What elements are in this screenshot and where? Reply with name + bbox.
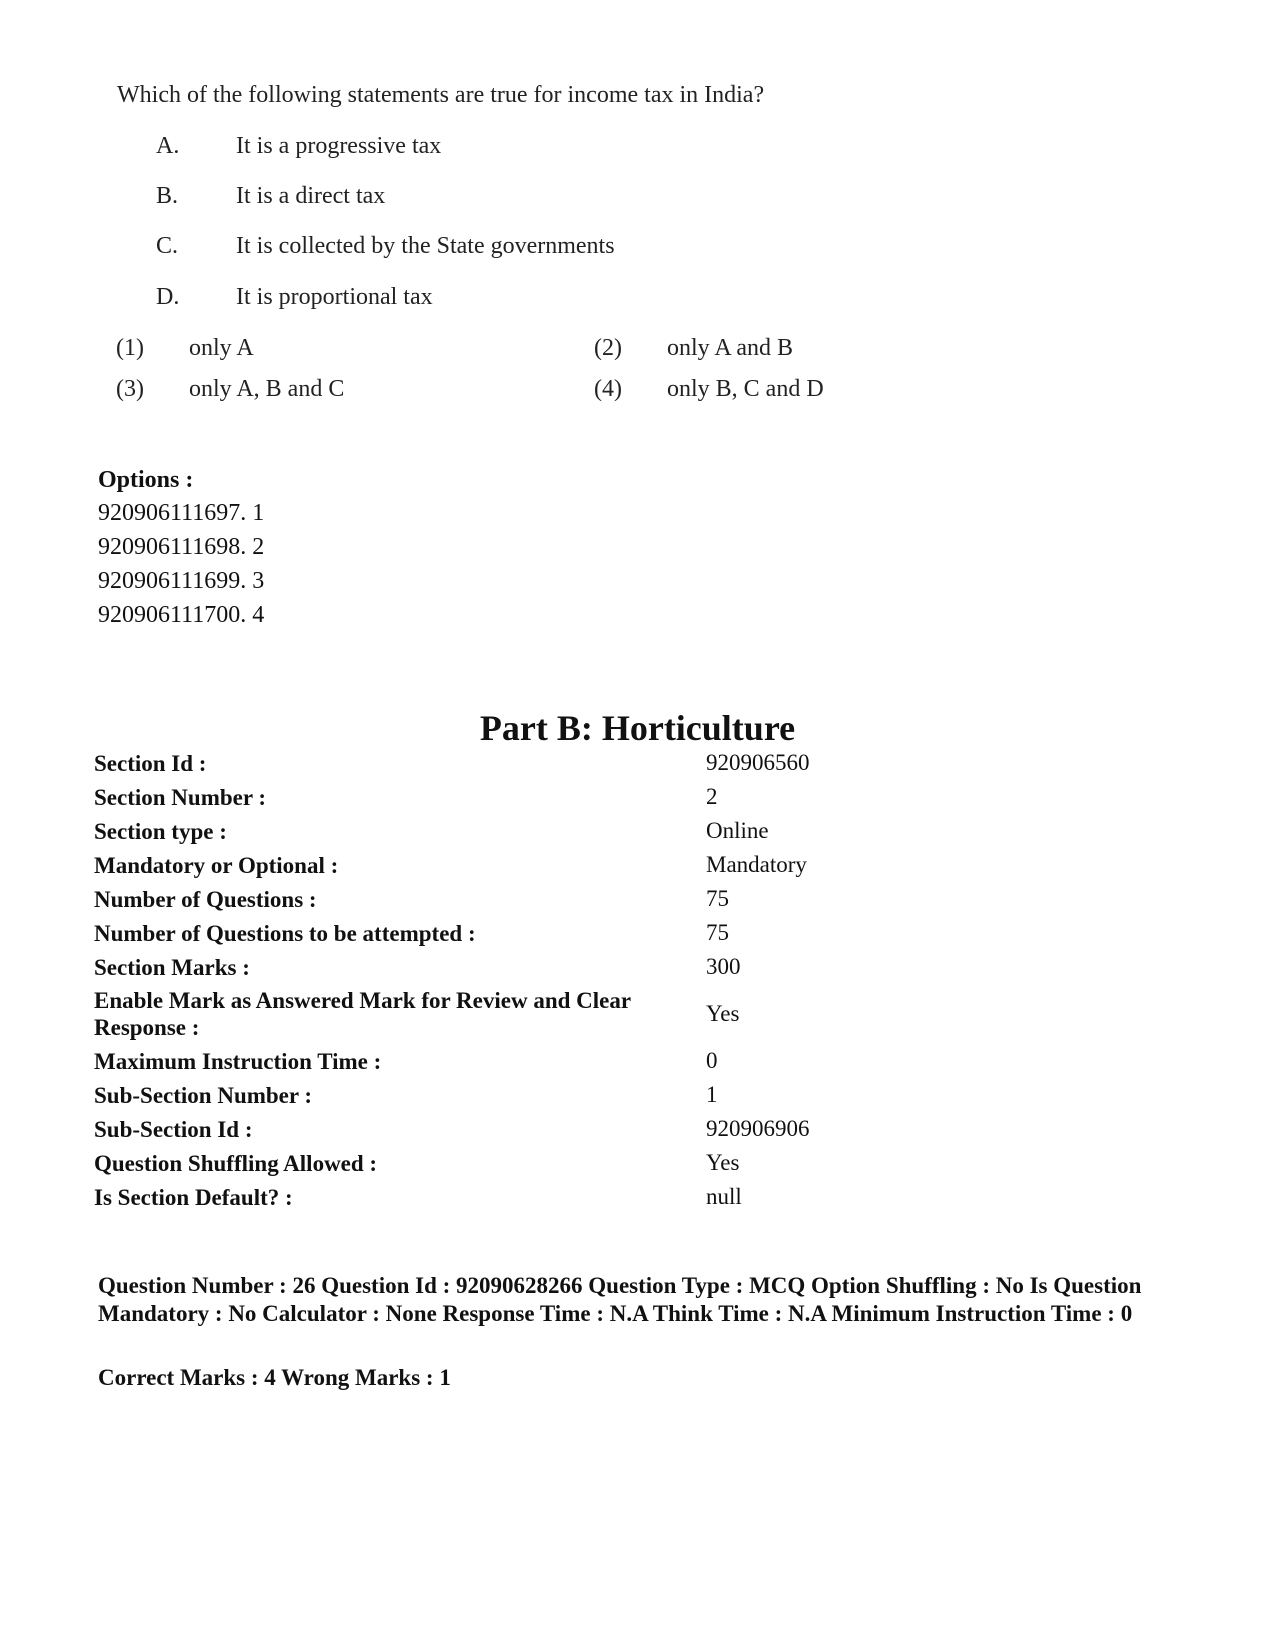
choice-number: (1)	[116, 335, 144, 361]
statement-label: C.	[156, 233, 179, 259]
option-item: 920906111697. 1	[98, 500, 265, 526]
question-stem: Which of the following statements are true for income tax in India?	[117, 82, 765, 108]
choice-text: only A, B and C	[189, 376, 345, 402]
choice-text: only A	[189, 335, 254, 361]
meta-key: Number of Questions :	[94, 887, 317, 912]
meta-value: 0	[706, 1048, 718, 1073]
meta-value: null	[706, 1184, 742, 1209]
meta-key: Mandatory or Optional :	[94, 853, 339, 878]
meta-key: Section type :	[94, 819, 227, 844]
choice-number: (3)	[116, 376, 144, 402]
meta-value: Yes	[706, 1150, 740, 1175]
meta-key: Sub-Section Number :	[94, 1083, 313, 1108]
question-info: Question Number : 26 Question Id : 92090628266 Question Type : MCQ Option Shuffling : No Is Question Mandatory : No Calculator : None Response Time : N.A Think Time : N.A Minimum Instruction Time : 0	[98, 1273, 1142, 1326]
meta-key: Sub-Section Id :	[94, 1117, 253, 1142]
meta-key: Maximum Instruction Time :	[94, 1049, 382, 1074]
meta-key: Section Id :	[94, 751, 207, 776]
statement-text: It is collected by the State governments	[236, 233, 615, 259]
statement-text: It is a progressive tax	[236, 133, 442, 159]
option-item: 920906111699. 3	[98, 568, 265, 594]
meta-value: 920906906	[706, 1116, 810, 1141]
choice-number: (4)	[594, 376, 622, 402]
choice-text: only A and B	[667, 335, 794, 361]
meta-key: Section Number :	[94, 785, 267, 810]
meta-value: Online	[706, 818, 769, 843]
meta-key: Question Shuffling Allowed :	[94, 1151, 378, 1176]
part-title: Part B: Horticulture	[479, 708, 796, 748]
meta-key: Number of Questions to be attempted :	[94, 921, 476, 946]
meta-key: Is Section Default? :	[94, 1185, 293, 1210]
meta-value: 75	[706, 920, 729, 945]
meta-value: 75	[706, 886, 729, 911]
option-item: 920906111698. 2	[98, 534, 265, 560]
statement-label: B.	[156, 183, 179, 209]
meta-value: 300	[706, 954, 741, 979]
statement-text: It is a direct tax	[236, 183, 386, 209]
meta-value: 920906560	[706, 750, 810, 775]
meta-value: 1	[706, 1082, 718, 1107]
meta-value: 2	[706, 784, 718, 809]
meta-key: Section Marks :	[94, 955, 250, 980]
statement-label: A.	[156, 133, 180, 159]
meta-value: Yes	[706, 1001, 740, 1026]
option-item: 920906111700. 4	[98, 602, 265, 628]
meta-key: Enable Mark as Answered Mark for Review and Clear Response :	[94, 988, 631, 1040]
statement-label: D.	[156, 284, 180, 310]
statement-text: It is proportional tax	[236, 284, 433, 310]
meta-value: Mandatory	[706, 852, 807, 877]
question-marks: Correct Marks : 4 Wrong Marks : 1	[98, 1365, 451, 1390]
choice-text: only B, C and D	[667, 376, 824, 402]
choice-number: (2)	[594, 335, 622, 361]
options-heading: Options :	[98, 467, 194, 493]
